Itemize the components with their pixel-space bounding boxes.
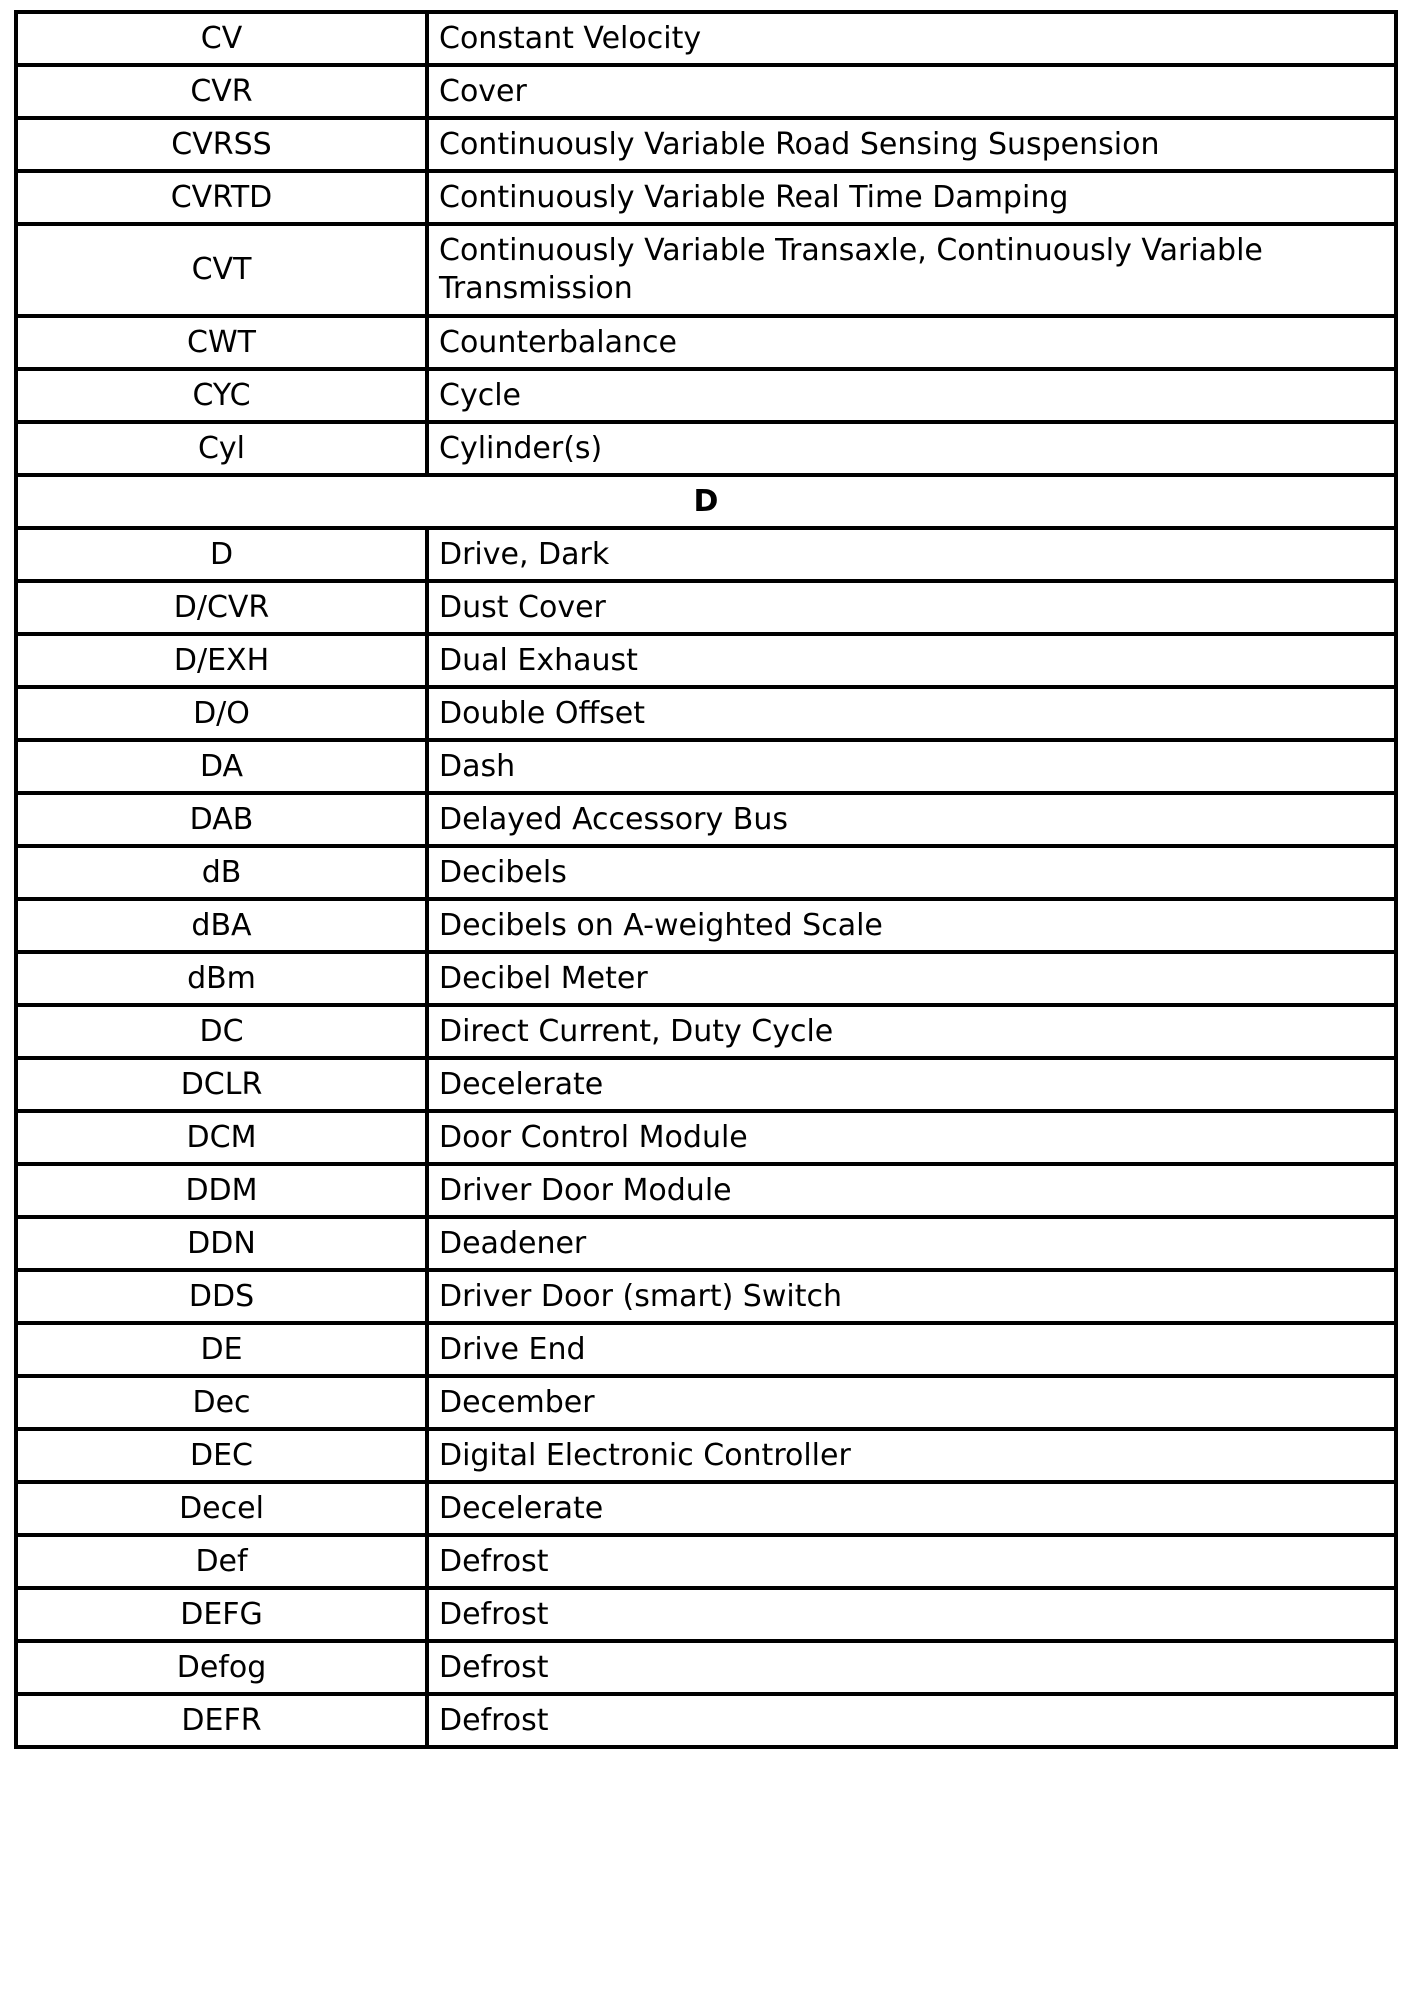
definition-cell: Delayed Accessory Bus — [427, 793, 1396, 846]
table-row — [16, 1164, 1396, 1217]
abbreviation-cell: DDN — [16, 1217, 427, 1270]
definition-cell: Dual Exhaust — [427, 634, 1396, 687]
abbreviation-cell: DDM — [16, 1164, 427, 1217]
abbreviation-cell: CYC — [16, 369, 427, 422]
table-row — [16, 1694, 1396, 1747]
abbreviation-cell: Def — [16, 1535, 427, 1588]
definition-cell: Decibel Meter — [427, 952, 1396, 1005]
abbreviation-cell: CVRSS — [16, 118, 427, 171]
abbreviation-cell: Decel — [16, 1482, 427, 1535]
definition-cell: Continuously Variable Road Sensing Suspension — [427, 118, 1396, 171]
abbreviation-cell: CVRTD — [16, 171, 427, 224]
definition-cell: Defrost — [427, 1588, 1396, 1641]
table-row — [16, 65, 1396, 118]
abbreviation-cell: DCLR — [16, 1058, 427, 1111]
table-row — [16, 1535, 1396, 1588]
table-row — [16, 687, 1396, 740]
table-row — [16, 1429, 1396, 1482]
abbreviation-cell: DC — [16, 1005, 427, 1058]
abbreviation-cell: CV — [16, 12, 427, 65]
table-row — [16, 1005, 1396, 1058]
definition-cell: Decelerate — [427, 1058, 1396, 1111]
table-row — [16, 171, 1396, 224]
table-row — [16, 952, 1396, 1005]
definition-cell: December — [427, 1376, 1396, 1429]
definition-cell: Cycle — [427, 369, 1396, 422]
table-row — [16, 1270, 1396, 1323]
table-row — [16, 422, 1396, 475]
table-row — [16, 118, 1396, 171]
definition-cell: Deadener — [427, 1217, 1396, 1270]
definition-cell: Defrost — [427, 1694, 1396, 1747]
definition-cell: Double Offset — [427, 687, 1396, 740]
definition-cell: Door Control Module — [427, 1111, 1396, 1164]
table-row — [16, 1482, 1396, 1535]
definition-cell: Cylinder(s) — [427, 422, 1396, 475]
table-row — [16, 369, 1396, 422]
abbreviation-cell: Cyl — [16, 422, 427, 475]
abbreviation-cell: DCM — [16, 1111, 427, 1164]
table-row — [16, 846, 1396, 899]
abbreviation-cell: D — [16, 528, 427, 581]
definition-cell: Dash — [427, 740, 1396, 793]
abbreviation-cell: D/O — [16, 687, 427, 740]
table-row — [16, 316, 1396, 369]
abbreviation-cell: CWT — [16, 316, 427, 369]
definition-cell: Driver Door (smart) Switch — [427, 1270, 1396, 1323]
section-header-row — [16, 475, 1396, 528]
table-row — [16, 1217, 1396, 1270]
abbreviation-cell: D/CVR — [16, 581, 427, 634]
abbreviation-cell: D/EXH — [16, 634, 427, 687]
abbreviation-cell: dBm — [16, 952, 427, 1005]
abbreviation-cell: dBA — [16, 899, 427, 952]
table-row — [16, 224, 1396, 316]
table-row — [16, 581, 1396, 634]
definition-cell: Counterbalance — [427, 316, 1396, 369]
section-header: D — [16, 475, 1396, 528]
definition-cell: Decelerate — [427, 1482, 1396, 1535]
abbreviation-cell: DEC — [16, 1429, 427, 1482]
definition-cell: Continuously Variable Real Time Damping — [427, 171, 1396, 224]
definition-cell: Defrost — [427, 1535, 1396, 1588]
abbreviations-table — [14, 10, 1398, 1749]
definition-cell: Driver Door Module — [427, 1164, 1396, 1217]
table-row — [16, 1588, 1396, 1641]
definition-cell: Defrost — [427, 1641, 1396, 1694]
abbreviation-cell: DEFR — [16, 1694, 427, 1747]
table-row — [16, 1323, 1396, 1376]
table-row — [16, 1058, 1396, 1111]
abbreviation-cell: DE — [16, 1323, 427, 1376]
definition-cell: Direct Current, Duty Cycle — [427, 1005, 1396, 1058]
table-row — [16, 899, 1396, 952]
abbreviation-cell: dB — [16, 846, 427, 899]
table-row — [16, 1376, 1396, 1429]
definition-cell: Constant Velocity — [427, 12, 1396, 65]
definition-cell: Decibels — [427, 846, 1396, 899]
abbreviation-cell: DDS — [16, 1270, 427, 1323]
table-row — [16, 528, 1396, 581]
abbreviation-cell: Defog — [16, 1641, 427, 1694]
table-row — [16, 12, 1396, 65]
abbreviation-cell: DA — [16, 740, 427, 793]
definition-cell: Decibels on A-weighted Scale — [427, 899, 1396, 952]
abbreviation-cell: CVR — [16, 65, 427, 118]
table-row — [16, 793, 1396, 846]
definition-cell: Drive End — [427, 1323, 1396, 1376]
table-row — [16, 1641, 1396, 1694]
table-row — [16, 634, 1396, 687]
definition-cell: Digital Electronic Controller — [427, 1429, 1396, 1482]
abbreviation-cell: DEFG — [16, 1588, 427, 1641]
table-row — [16, 1111, 1396, 1164]
definition-cell: Drive, Dark — [427, 528, 1396, 581]
abbreviation-cell: CVT — [16, 224, 427, 316]
table-row — [16, 740, 1396, 793]
abbreviation-cell: Dec — [16, 1376, 427, 1429]
definition-cell: Cover — [427, 65, 1396, 118]
abbreviation-cell: DAB — [16, 793, 427, 846]
definition-cell: Continuously Variable Transaxle, Continuously Variable Transmission — [427, 224, 1396, 316]
definition-cell: Dust Cover — [427, 581, 1396, 634]
